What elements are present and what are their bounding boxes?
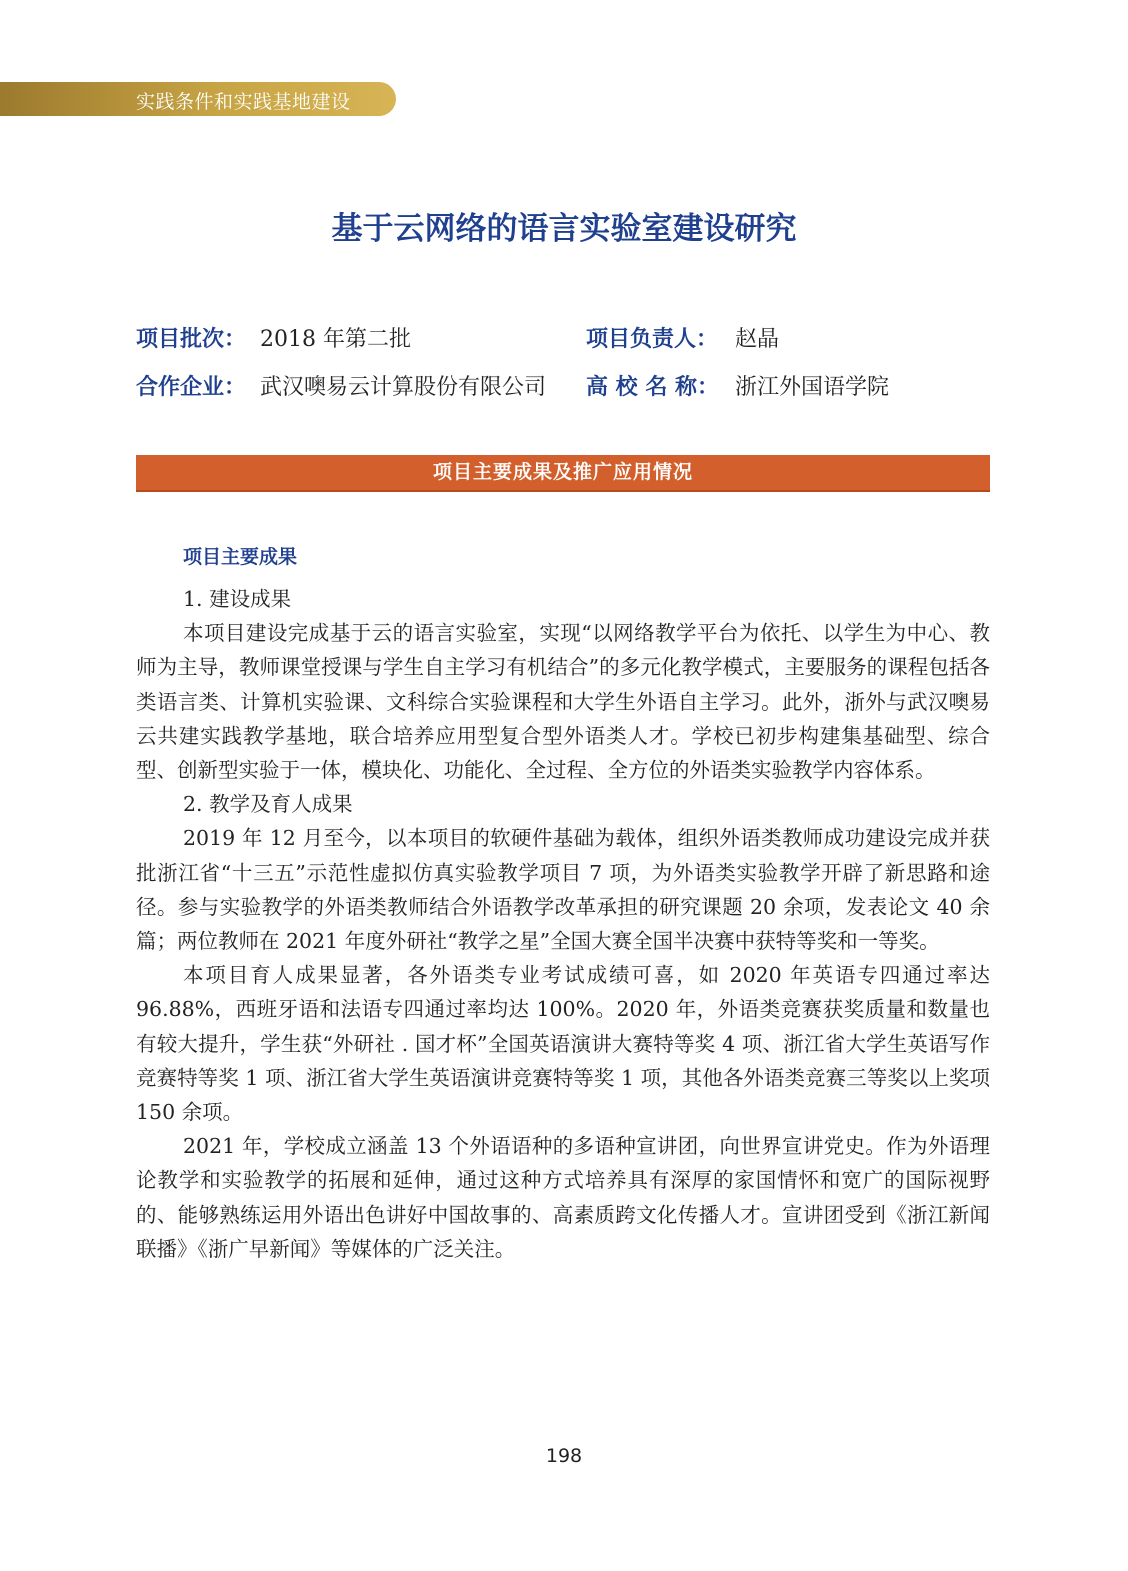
paragraph: 2021 年，学校成立涵盖 13 个外语语种的多语种宣讲团，向世界宣讲党史。作为外语理论教学和实验教学的拓展和延伸，通过这种方式培养具有深厚的家国情怀和宽广的国际视野的、能够熟练运用外语出色讲好中国故事的、高素质跨文化传播人才。宣讲团受到《浙江新闻联播》《浙广早新闻》等媒体的广泛关注。	[136, 1134, 990, 1261]
meta-school-label: 高 校 名 称：	[586, 375, 719, 400]
meta-leader-label: 项目负责人：	[586, 327, 719, 352]
meta-school	[586, 371, 990, 411]
chapter-header-label: 实践条件和实践基地建设	[136, 91, 351, 113]
meta-school-value: 浙江外国语学院	[735, 375, 890, 400]
paragraph: 2019 年 12 月至今，以本项目的软硬件基础为载体，组织外语类教师成功建设完成并获批浙江省“十三五”示范性虚拟仿真实验教学项目 7 项，为外语类实验教学开辟了新思路和途径。参与实验教学的外语类教师结合外语教学改革承担的研究课题 20 余项，发表论文 40 余篇；两位教师在 2021 年度外研社“教学之星”全国大赛全国半决赛中获特等奖和一等奖。	[136, 826, 990, 954]
page-number: 198	[545, 1445, 583, 1467]
section-title: 项目主要成果及推广应用情况	[432, 461, 693, 483]
meta-company	[136, 371, 576, 441]
meta-company-value: 武汉噢易云计算股份有限公司	[260, 375, 547, 400]
section-title-bar	[136, 455, 990, 492]
chapter-header-tab	[0, 82, 396, 116]
meta-leader-value: 赵晶	[735, 327, 780, 352]
subheading: 项目主要成果	[183, 546, 298, 568]
page-title: 基于云网络的语言实验室建设研究	[331, 211, 797, 247]
meta-leader	[586, 323, 990, 363]
meta-batch	[136, 323, 576, 363]
meta-batch-label: 项目批次：	[136, 327, 247, 352]
paragraph-heading-1: 1. 建设成果	[183, 587, 292, 611]
paragraph: 本项目育人成果显著，各外语类专业考试成绩可喜，如 2020 年英语专四通过率达 96.88%，西班牙语和法语专四通过率均达 100%。2020 年，外语类竞赛获奖质量和数量也有较大提升，学生获“外研社 . 国才杯”全国英语演讲大赛特等奖 4 项、浙江省大学生英语写作竞赛特等奖 1 项、浙江省大学生英语演讲竞赛特等奖 1 项，其他各外语类竞赛三等奖以上奖项 150 余项。	[136, 963, 990, 1125]
meta-company-label: 合作企业：	[136, 375, 247, 400]
paragraph-heading-2: 2. 教学及育人成果	[183, 792, 353, 817]
meta-batch-value: 2018 年第二批	[260, 327, 411, 352]
body-text	[136, 582, 990, 1266]
paragraph: 本项目建设完成基于云的语言实验室，实现“以网络教学平台为依托、以学生为中心、教师为主导，教师课堂授课与学生自主学习有机结合”的多元化教学模式，主要服务的课程包括各类语言类、计算机实验课、文科综合实验课程和大学生外语自主学习。此外，浙外与武汉噢易云共建实践教学基地，联合培养应用型复合型外语类人才。学校已初步构建集基础型、综合型、创新型实验于一体，模块化、功能化、全过程、全方位的外语类实验教学内容体系。	[136, 621, 990, 783]
